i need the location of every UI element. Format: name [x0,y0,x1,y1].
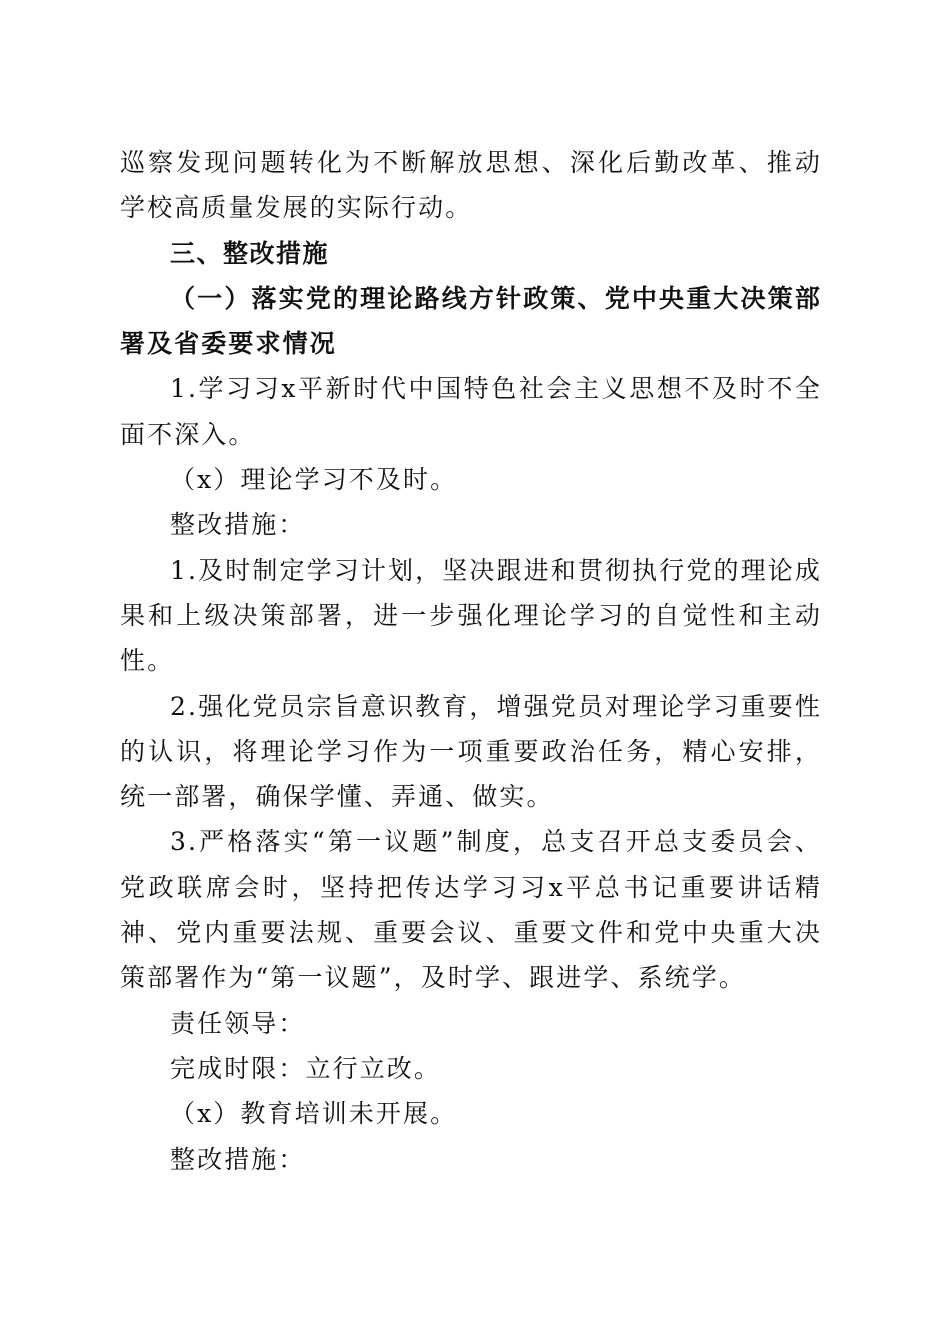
sub-problem: （x）教育培训未开展。 [170,1099,458,1129]
deadline: 完成时限：立行立改。 [170,1053,442,1083]
document-body [120,140,822,1182]
measure-item: 2.强化党员宗旨意识教育，增强党员对理论学习重要性的认识，将理论学习作为一项重要政治任务，精心安排，统一部署，确保学懂、弄通、做实。 [120,691,822,812]
paragraph-continuation: 巡察发现问题转化为不断解放思想、深化后勤改革、推动学校高质量发展的实际行动。 [120,148,822,223]
subsection-heading: （一）落实党的理论路线方针政策、党中央重大决策部署及省委要求情况 [120,283,822,359]
problem-item: 1.学习习x平新时代中国特色社会主义思想不及时不全面不深入。 [120,374,822,449]
sub-problem: （x）理论学习不及时。 [170,465,458,495]
responsible-leader: 责任领导： [170,1008,306,1038]
measures-label: 整改措施： [170,510,306,540]
measure-item: 3.严格落实“第一议题”制度，总支召开总支委员会、党政联席会时，坚持把传达学习习x平总书记重要讲话精神、党内重要法规、重要会议、重要文件和党中央重大决策部署作为“第一议题”，及时学、跟进学、系统学。 [120,827,822,993]
measures-label: 整改措施： [170,1144,306,1174]
section-heading: 三、整改措施 [170,238,330,268]
measure-item: 1.及时制定学习计划，坚决跟进和贯彻执行党的理论成果和上级决策部署，进一步强化理论学习的自觉性和主动性。 [120,555,822,676]
